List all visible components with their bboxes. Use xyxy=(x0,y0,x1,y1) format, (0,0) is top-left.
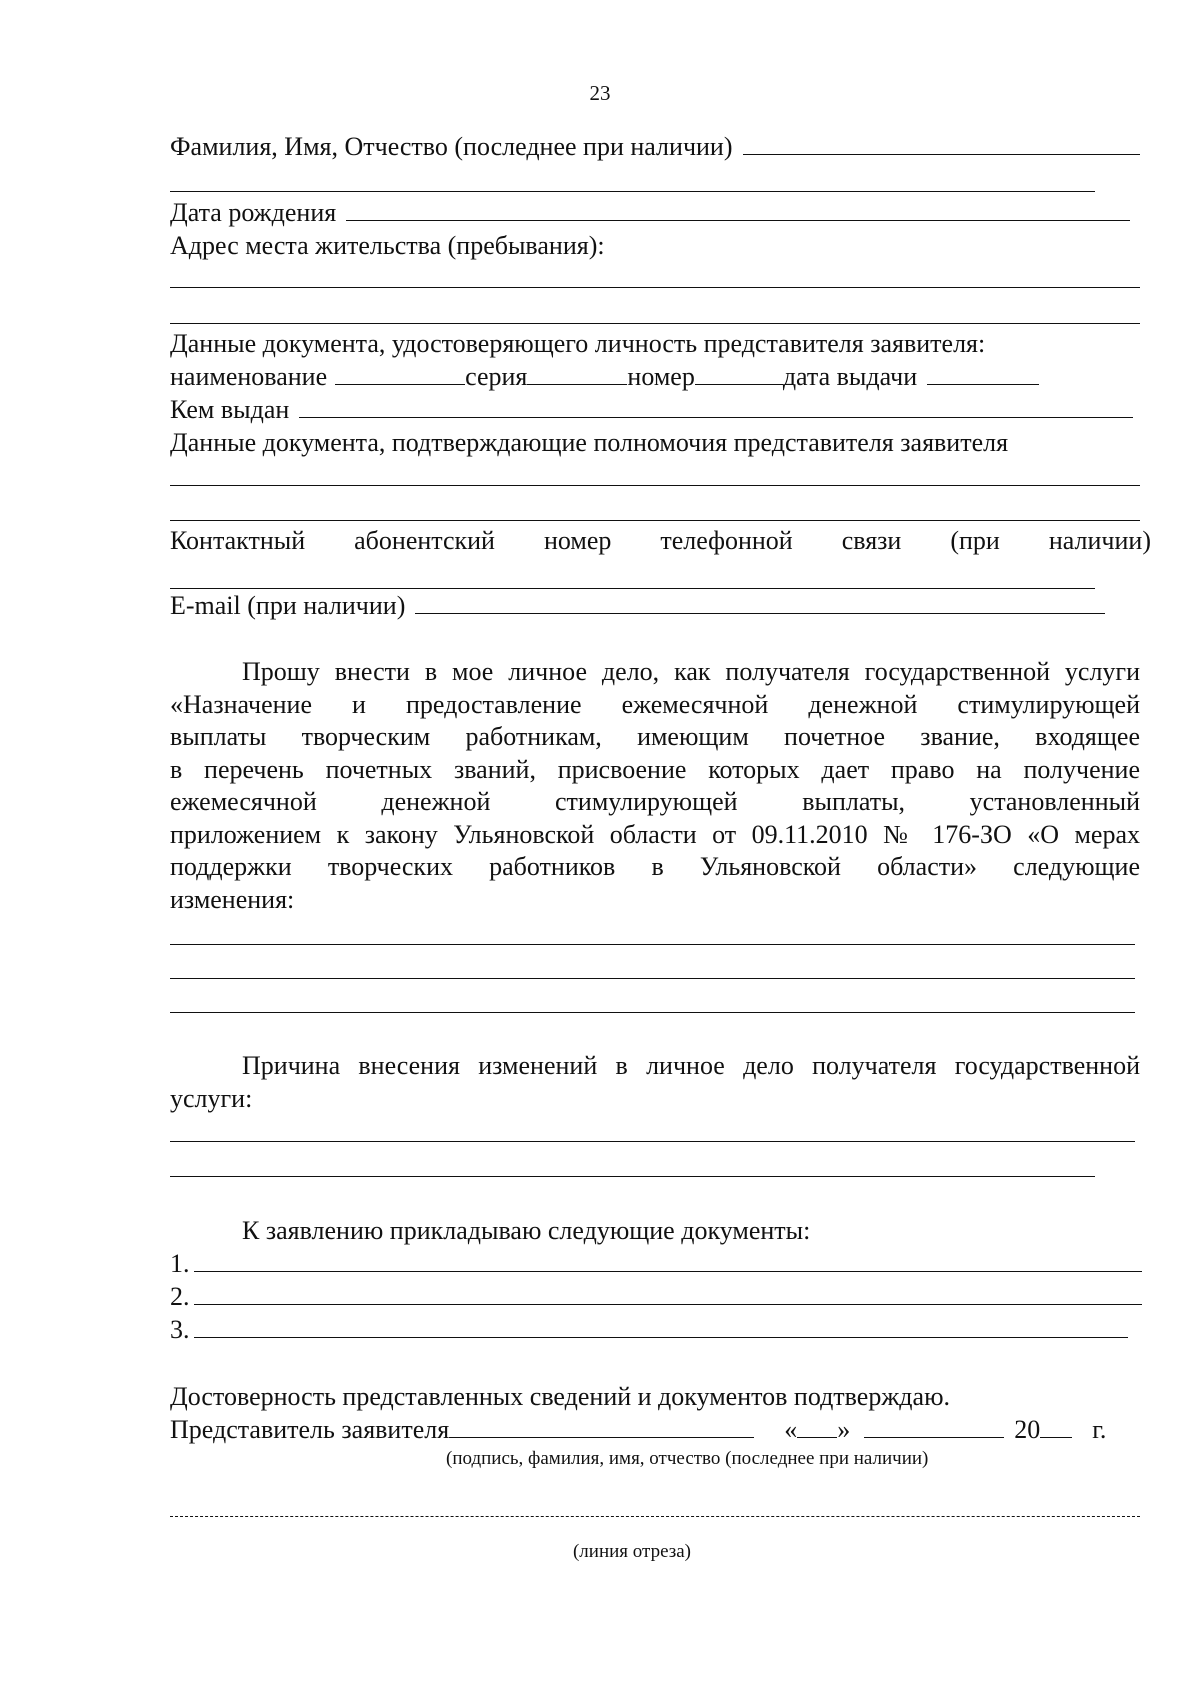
reason-field-line-1[interactable] xyxy=(170,1141,1135,1142)
signature-label: Представитель заявителя xyxy=(170,1415,450,1444)
changes-field-line-1[interactable] xyxy=(170,944,1135,945)
request-line: ежемесячной денежной стимулирующей выплаты, установленный xyxy=(170,787,1140,816)
id-doc-issue-date-label: дата выдачи xyxy=(782,362,918,391)
request-line: «Назначение и предоставление ежемесячной денежной стимулирующей xyxy=(170,689,1140,719)
email-row xyxy=(170,591,1105,621)
phone-label-word-6: (при xyxy=(950,526,1000,555)
request-line: Прошу внести в мое личное дело, как получателя государственной услуги xyxy=(242,657,1140,686)
authority-doc-label: Данные документа, подтверждающие полномочия представителя заявителя xyxy=(170,428,1009,457)
fio-field-continued[interactable] xyxy=(170,191,1095,192)
id-doc-series-label: серия xyxy=(465,362,528,391)
issued-by-field[interactable] xyxy=(299,395,1133,418)
request-line: приложением к закону Ульяновской области от 09.11.2010 № 176-ЗО «О мерах xyxy=(170,819,1140,849)
cut-line xyxy=(170,1516,1140,1517)
authority-doc-field-line-1[interactable] xyxy=(170,485,1140,486)
year-prefix: 20 xyxy=(1014,1415,1041,1444)
birth-date-field[interactable] xyxy=(346,198,1130,221)
id-doc-series-field[interactable] xyxy=(527,362,627,385)
attachment-row-1 xyxy=(170,1249,1142,1279)
issued-by-label: Кем выдан xyxy=(170,395,290,424)
phone-field[interactable] xyxy=(170,588,1095,589)
address-label: Адрес места жительства (пребывания): xyxy=(170,231,605,260)
email-field[interactable] xyxy=(415,591,1105,614)
attachment-row-2 xyxy=(170,1282,1142,1312)
signature-row xyxy=(170,1415,1106,1445)
email-label: E-mail (при наличии) xyxy=(170,591,406,620)
request-line: поддержки творческих работников в Ульяновской области» следующие xyxy=(170,852,1140,881)
id-doc-name-label: наименование xyxy=(170,362,328,391)
id-doc-row xyxy=(170,362,1039,392)
reason-line: Причина внесения изменений в личное дело получателя государственной xyxy=(242,1051,1140,1080)
phone-label-word-7: наличии) xyxy=(1048,526,1151,555)
phone-label-word-5: связи xyxy=(841,526,902,555)
attachment-number: 2. xyxy=(170,1282,190,1311)
fio-label: Фамилия, Имя, Отчество (последнее при наличии) xyxy=(170,132,733,161)
id-doc-number-label: номер xyxy=(627,362,695,391)
year-suffix: г. xyxy=(1092,1415,1107,1444)
changes-field-line-3[interactable] xyxy=(170,1012,1135,1013)
id-doc-name-field[interactable] xyxy=(335,362,465,385)
quote-open: « xyxy=(784,1415,798,1444)
attachment-field-3[interactable] xyxy=(194,1315,1129,1338)
phone-label-word-4: телефонной xyxy=(660,526,793,555)
phone-label-word-2: абонентский xyxy=(354,526,495,555)
phone-label xyxy=(170,526,1151,556)
attachments-heading: К заявлению прикладываю следующие документы: xyxy=(242,1216,811,1245)
attachment-number: 1. xyxy=(170,1249,190,1278)
issued-by-row xyxy=(170,395,1133,425)
reason-line: услуги: xyxy=(170,1083,253,1113)
fio-row xyxy=(170,132,1140,162)
attachment-field-2[interactable] xyxy=(194,1282,1143,1305)
cut-line-label: (линия отреза) xyxy=(572,1541,692,1562)
phone-label-word-3: номер xyxy=(543,526,612,555)
changes-field-line-2[interactable] xyxy=(170,978,1135,979)
phone-label-word-1: Контактный xyxy=(170,526,306,555)
request-line: в перечень почетных званий, присвоение которых дает право на получение xyxy=(170,754,1140,784)
attachment-field-1[interactable] xyxy=(194,1249,1143,1272)
id-doc-issue-date-field[interactable] xyxy=(927,362,1039,385)
request-line: выплаты творческим работникам, имеющим почетное звание, входящее xyxy=(170,722,1140,751)
signature-field[interactable] xyxy=(449,1415,754,1438)
fio-field[interactable] xyxy=(743,132,1140,155)
attachment-number: 3. xyxy=(170,1315,190,1344)
id-doc-number-field[interactable] xyxy=(695,362,783,385)
request-line: изменения: xyxy=(170,884,295,914)
id-doc-heading: Данные документа, удостоверяющего личность представителя заявителя: xyxy=(170,329,986,358)
address-field-line-2[interactable] xyxy=(170,323,1140,324)
reason-paragraph xyxy=(170,1050,1140,1115)
signature-caption: (подпись, фамилия, имя, отчество (последнее при наличии) xyxy=(446,1448,929,1469)
page-number: 23 xyxy=(589,81,611,105)
year-field[interactable] xyxy=(1040,1415,1072,1438)
attachment-row-3 xyxy=(170,1315,1128,1345)
address-field-line-1[interactable] xyxy=(170,287,1140,288)
confirm-text: Достоверность представленных сведений и документов подтверждаю. xyxy=(170,1382,950,1411)
birth-row xyxy=(170,198,1130,228)
request-paragraph xyxy=(170,656,1140,916)
quote-close: » xyxy=(837,1415,851,1444)
birth-label: Дата рождения xyxy=(170,198,337,227)
reason-field-line-2[interactable] xyxy=(170,1176,1095,1177)
month-field[interactable] xyxy=(864,1415,1004,1438)
authority-doc-field-line-2[interactable] xyxy=(170,520,1140,521)
day-field[interactable] xyxy=(797,1415,837,1438)
